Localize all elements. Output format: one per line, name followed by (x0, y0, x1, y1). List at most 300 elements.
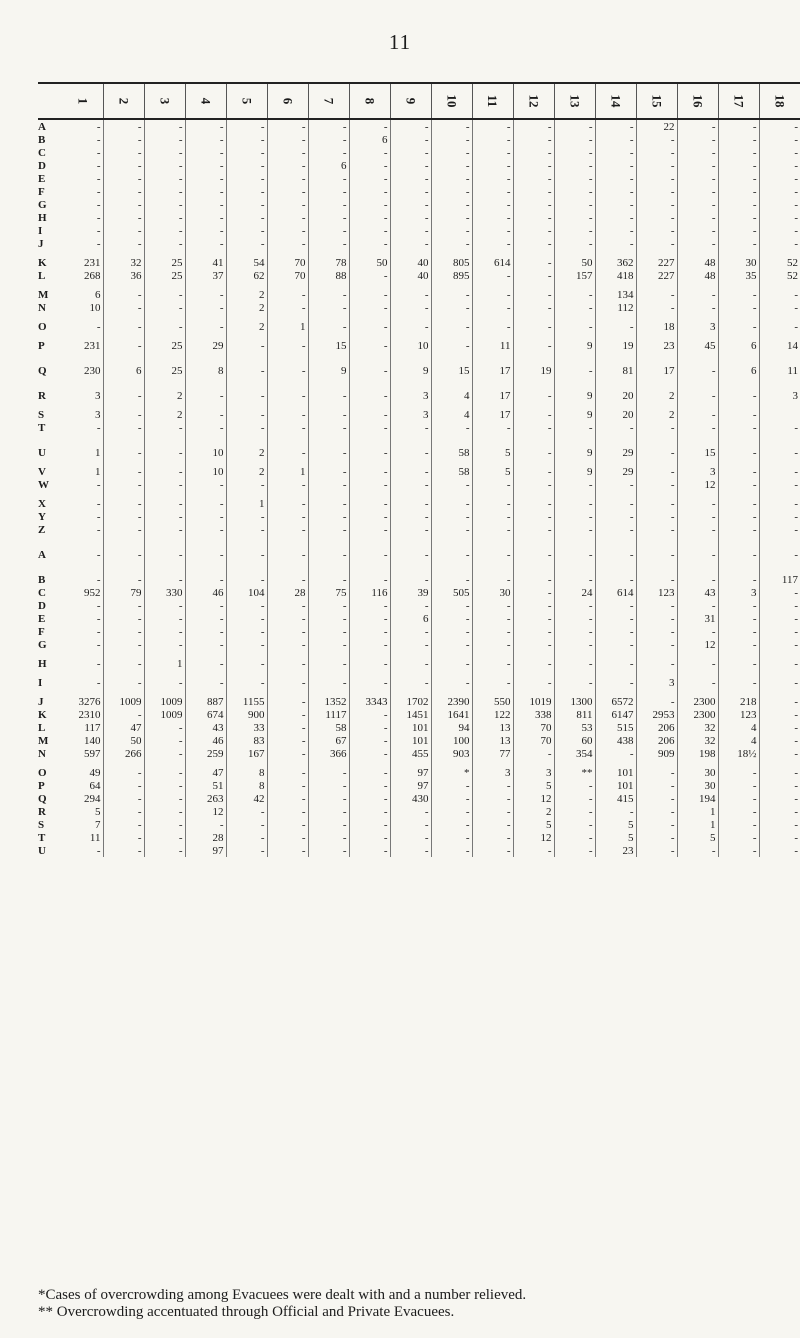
table-cell: - (595, 523, 636, 536)
table-row (38, 402, 800, 421)
table-cell: - (267, 224, 308, 237)
table-cell: 294 (62, 792, 103, 805)
table-cell: - (554, 670, 595, 689)
table-cell: - (308, 459, 349, 478)
table-cell: 218 (718, 689, 759, 708)
footnote-overcrowding-accentuated: ** Overcrowding accentuated through Official and Private Evacuees. (38, 1304, 455, 1320)
table-cell: - (677, 421, 718, 434)
table-cell: - (718, 670, 759, 689)
table-cell: - (513, 612, 554, 625)
table-cell: 2 (226, 301, 267, 314)
table-cell: - (794, 626, 798, 638)
table-cell: - (513, 536, 554, 561)
table-cell: - (349, 377, 390, 402)
table-cell: - (718, 185, 759, 198)
table-cell: - (554, 185, 595, 198)
table-cell: - (267, 625, 308, 638)
page-number: 11 (388, 30, 412, 54)
table-cell: - (636, 818, 677, 831)
table-cell: - (431, 638, 472, 651)
table-cell: - (349, 818, 390, 831)
table-row (38, 301, 800, 314)
column-header (677, 83, 718, 119)
table-cell: - (103, 478, 144, 491)
table-cell: - (554, 523, 595, 536)
table-cell: 263 (185, 792, 226, 805)
table-cell: 54 (226, 250, 267, 269)
table-cell: - (349, 159, 390, 172)
table-cell: - (513, 159, 554, 172)
table-cell: - (144, 237, 185, 250)
table-cell: - (144, 421, 185, 434)
table-cell: 8 (185, 352, 226, 377)
table-cell: - (554, 314, 595, 333)
table-cell: - (62, 478, 103, 491)
table-cell: - (62, 670, 103, 689)
table-cell: 227 (636, 250, 677, 269)
table-cell: 35 (718, 269, 759, 282)
table-cell: - (390, 523, 431, 536)
table-cell: - (144, 536, 185, 561)
table-cell: - (349, 211, 390, 224)
table-cell: - (794, 677, 798, 689)
table-cell: - (718, 491, 759, 510)
table-cell: - (794, 735, 798, 747)
table-cell: - (794, 321, 798, 333)
table-cell: 134 (595, 282, 636, 301)
table-cell: - (636, 638, 677, 651)
table-cell: 11 (62, 831, 103, 844)
table-cell: - (103, 818, 144, 831)
table-cell (759, 402, 800, 421)
table-cell: 6 (62, 282, 103, 301)
row-label: A (38, 121, 46, 133)
table-cell: - (308, 670, 349, 689)
table-cell: - (308, 818, 349, 831)
table-cell: - (794, 613, 798, 625)
table-cell: 53 (554, 721, 595, 734)
table-row (38, 708, 800, 721)
table-cell: - (595, 670, 636, 689)
table-cell: - (554, 282, 595, 301)
table-cell: - (472, 625, 513, 638)
table-cell: - (267, 760, 308, 779)
table-cell: - (472, 805, 513, 818)
table-cell: - (636, 844, 677, 857)
table-cell: 1 (267, 314, 308, 333)
table-cell: - (62, 599, 103, 612)
table-cell: - (636, 159, 677, 172)
table-cell: - (595, 612, 636, 625)
table-cell: 550 (472, 689, 513, 708)
table-cell: - (718, 844, 759, 857)
table-cell: - (513, 478, 554, 491)
table-cell: - (103, 459, 144, 478)
table-cell: - (308, 491, 349, 510)
table-cell: - (636, 612, 677, 625)
table-cell: - (226, 119, 267, 133)
table-cell: - (472, 510, 513, 523)
table-cell: - (431, 421, 472, 434)
table-cell: - (103, 561, 144, 586)
table-cell: 8 (226, 779, 267, 792)
table-cell: - (349, 844, 390, 857)
table-cell: 455 (390, 747, 431, 760)
table-cell: - (636, 434, 677, 459)
table-cell: 14 (787, 340, 798, 352)
table-cell: - (677, 523, 718, 536)
table-cell: - (226, 172, 267, 185)
table-cell: 9 (554, 402, 595, 421)
table-cell: - (431, 599, 472, 612)
table-cell: - (185, 119, 226, 133)
table-cell: - (62, 314, 103, 333)
table-cell: - (226, 805, 267, 818)
row-label: P (38, 780, 45, 792)
table-cell: 2 (226, 314, 267, 333)
table-cell: - (226, 599, 267, 612)
table-cell: - (349, 269, 390, 282)
table-cell: - (636, 224, 677, 237)
column-header-label: 7 (321, 97, 337, 105)
table-cell: 24 (554, 586, 595, 599)
table-cell: - (431, 831, 472, 844)
table-cell: ** (554, 760, 595, 779)
table-cell: 6 (308, 159, 349, 172)
row-label: I (38, 677, 43, 689)
table-cell: - (431, 198, 472, 211)
table-cell: - (431, 146, 472, 159)
row-label: Z (38, 524, 46, 536)
table-cell: 17 (472, 377, 513, 402)
table-cell: 1 (677, 818, 718, 831)
table-cell: - (718, 434, 759, 459)
table-cell: - (185, 491, 226, 510)
table-cell: 48 (677, 250, 718, 269)
table-cell: - (472, 844, 513, 857)
table-cell: - (308, 314, 349, 333)
table-cell: - (677, 510, 718, 523)
table-cell: - (794, 639, 798, 651)
table-cell: - (513, 421, 554, 434)
table-cell: 6 (718, 352, 759, 377)
table-cell: - (472, 831, 513, 844)
table-cell: 41 (185, 250, 226, 269)
table-cell: - (103, 377, 144, 402)
table-cell: - (554, 818, 595, 831)
table-cell: 52 (787, 270, 798, 282)
table-cell: 198 (677, 747, 718, 760)
table-cell: - (103, 638, 144, 651)
table-cell: - (554, 599, 595, 612)
table-cell: - (390, 133, 431, 146)
table-cell: - (390, 224, 431, 237)
table-cell: - (718, 805, 759, 818)
row-label: K (38, 709, 47, 721)
table-cell: - (308, 402, 349, 421)
table-cell: - (513, 638, 554, 651)
table-cell: 33 (226, 721, 267, 734)
row-label: L (38, 270, 46, 282)
table-cell: 64 (62, 779, 103, 792)
table-cell: - (636, 478, 677, 491)
table-cell: - (390, 119, 431, 133)
table-cell: - (513, 510, 554, 523)
table-cell: - (267, 689, 308, 708)
table-cell: - (636, 792, 677, 805)
table-cell: - (472, 172, 513, 185)
table-cell: - (390, 561, 431, 586)
table-cell: - (226, 185, 267, 198)
row-label: C (38, 587, 46, 599)
table-cell: 614 (472, 250, 513, 269)
table-cell: - (62, 133, 103, 146)
table-cell: - (308, 377, 349, 402)
table-row (38, 119, 800, 133)
table-cell: 430 (390, 792, 431, 805)
table-cell: 52 (787, 257, 798, 269)
table-cell: - (390, 172, 431, 185)
table-cell: 117 (781, 574, 798, 586)
table-cell: 6572 (595, 689, 636, 708)
table-cell: 50 (103, 734, 144, 747)
table-cell: 25 (144, 352, 185, 377)
table-cell: 4 (718, 734, 759, 747)
table-cell: - (636, 198, 677, 211)
table-cell: - (390, 651, 431, 670)
table-cell: - (267, 352, 308, 377)
column-header (390, 83, 431, 119)
table-cell: - (390, 818, 431, 831)
table-cell: - (554, 638, 595, 651)
table-cell: 206 (636, 734, 677, 747)
table-cell: - (794, 147, 798, 159)
table-cell: - (718, 211, 759, 224)
table-cell: 9 (308, 352, 349, 377)
table-cell: - (62, 198, 103, 211)
table-cell: 12 (185, 805, 226, 818)
table-cell: - (144, 779, 185, 792)
row-label: B (38, 574, 46, 586)
table-cell: 58 (431, 434, 472, 459)
table-cell: - (718, 377, 759, 402)
table-cell: - (267, 523, 308, 536)
table-cell: - (144, 805, 185, 818)
table-cell: - (144, 831, 185, 844)
column-header (267, 83, 308, 119)
table-cell: - (595, 211, 636, 224)
table-cell: - (636, 651, 677, 670)
table-row (38, 612, 800, 625)
row-label: H (38, 658, 47, 670)
table-cell: 32 (677, 721, 718, 734)
table-cell: - (308, 779, 349, 792)
table-cell: - (390, 831, 431, 844)
table-cell: - (595, 491, 636, 510)
table-cell: - (103, 198, 144, 211)
table-cell: - (144, 561, 185, 586)
table-cell: - (144, 159, 185, 172)
table-cell: - (226, 224, 267, 237)
table-cell: - (185, 301, 226, 314)
table-cell: 30 (677, 779, 718, 792)
table-cell: 2 (144, 377, 185, 402)
table-cell: 43 (185, 721, 226, 734)
table-cell: - (390, 434, 431, 459)
table-cell: 266 (103, 747, 144, 760)
table-cell: - (677, 561, 718, 586)
table-cell: - (718, 172, 759, 185)
table-cell: - (513, 333, 554, 352)
table-cell: - (472, 301, 513, 314)
table-cell: - (62, 523, 103, 536)
table-cell: - (390, 421, 431, 434)
table-cell: 47 (185, 760, 226, 779)
table-cell: 40 (390, 269, 431, 282)
table-cell: - (513, 211, 554, 224)
table-cell: - (472, 779, 513, 792)
table-cell: - (308, 185, 349, 198)
table-cell: 58 (431, 459, 472, 478)
table-cell: - (144, 301, 185, 314)
table-cell: 157 (554, 269, 595, 282)
table-cell: 23 (636, 333, 677, 352)
table-cell: - (554, 491, 595, 510)
table-cell: - (554, 224, 595, 237)
table-cell: - (472, 491, 513, 510)
table-cell: 46 (185, 734, 226, 747)
table-cell: - (226, 625, 267, 638)
table-cell: 4 (431, 377, 472, 402)
table-cell: 505 (431, 586, 472, 599)
table-cell: 15 (308, 333, 349, 352)
table-cell: - (718, 651, 759, 670)
table-cell: - (349, 760, 390, 779)
table-cell: - (103, 523, 144, 536)
table-cell: - (390, 159, 431, 172)
table-cell: - (431, 651, 472, 670)
column-header-label: 5 (239, 97, 255, 105)
table-cell: - (103, 237, 144, 250)
table-cell: - (794, 447, 798, 459)
table-cell: - (103, 172, 144, 185)
table-cell: - (62, 638, 103, 651)
row-label: O (38, 321, 47, 333)
table-cell: - (472, 282, 513, 301)
table-cell: - (267, 818, 308, 831)
table-cell: - (308, 625, 349, 638)
table-cell: - (185, 612, 226, 625)
table-cell: - (144, 844, 185, 857)
table-row (38, 844, 800, 857)
table-row (38, 269, 800, 282)
table-cell: - (472, 523, 513, 536)
table-cell: - (513, 523, 554, 536)
table-row (38, 670, 800, 689)
table-cell: - (185, 185, 226, 198)
table-cell: - (267, 198, 308, 211)
table-cell: - (472, 638, 513, 651)
table-cell: 10 (185, 434, 226, 459)
table-cell: - (308, 282, 349, 301)
table-cell: 1009 (144, 708, 185, 721)
table-cell: - (267, 377, 308, 402)
table-cell: - (62, 536, 103, 561)
table-cell: - (718, 237, 759, 250)
table-cell: - (267, 651, 308, 670)
table-row (38, 146, 800, 159)
table-cell: - (185, 198, 226, 211)
table-cell: - (554, 844, 595, 857)
table-cell: 5 (472, 434, 513, 459)
table-cell: 5 (595, 818, 636, 831)
table-cell: - (472, 561, 513, 586)
table-cell: - (103, 333, 144, 352)
table-row (38, 237, 800, 250)
table-cell: - (144, 638, 185, 651)
table-row (38, 282, 800, 301)
table-cell: - (794, 225, 798, 237)
column-header (431, 83, 472, 119)
table-cell: - (144, 721, 185, 734)
table-cell: - (554, 831, 595, 844)
table-cell: - (267, 510, 308, 523)
table-cell: - (267, 844, 308, 857)
table-cell: - (185, 211, 226, 224)
table-cell: - (267, 747, 308, 760)
table-cell: - (349, 831, 390, 844)
row-label: R (38, 390, 46, 402)
table-row (38, 250, 800, 269)
table-cell: - (308, 434, 349, 459)
table-cell: - (62, 237, 103, 250)
table-cell: - (513, 402, 554, 421)
table-cell: - (185, 159, 226, 172)
table-cell: - (431, 282, 472, 301)
table-cell: - (62, 510, 103, 523)
table-cell: 5 (513, 818, 554, 831)
table-cell: - (349, 708, 390, 721)
row-label: K (38, 257, 47, 269)
table-cell: - (144, 172, 185, 185)
table-cell: - (595, 185, 636, 198)
table-cell: - (554, 805, 595, 818)
table-cell: - (794, 767, 798, 779)
table-cell: - (267, 561, 308, 586)
table-cell: 140 (62, 734, 103, 747)
table-cell: - (431, 211, 472, 224)
table-cell: 51 (185, 779, 226, 792)
table-cell: - (718, 536, 759, 561)
table-cell: - (185, 146, 226, 159)
table-cell: - (390, 670, 431, 689)
table-cell: - (62, 172, 103, 185)
table-cell: 2300 (677, 689, 718, 708)
table-cell: 2 (226, 282, 267, 301)
table-cell: - (226, 159, 267, 172)
table-cell: - (308, 224, 349, 237)
row-label: F (38, 626, 45, 638)
table-cell: 674 (185, 708, 226, 721)
table-cell: - (554, 561, 595, 586)
table-cell: - (718, 478, 759, 491)
table-cell: - (794, 186, 798, 198)
column-header-label: 3 (157, 97, 173, 105)
table-cell: - (144, 211, 185, 224)
table-cell: - (267, 282, 308, 301)
table-cell: - (349, 421, 390, 434)
table-cell: 11 (472, 333, 513, 352)
